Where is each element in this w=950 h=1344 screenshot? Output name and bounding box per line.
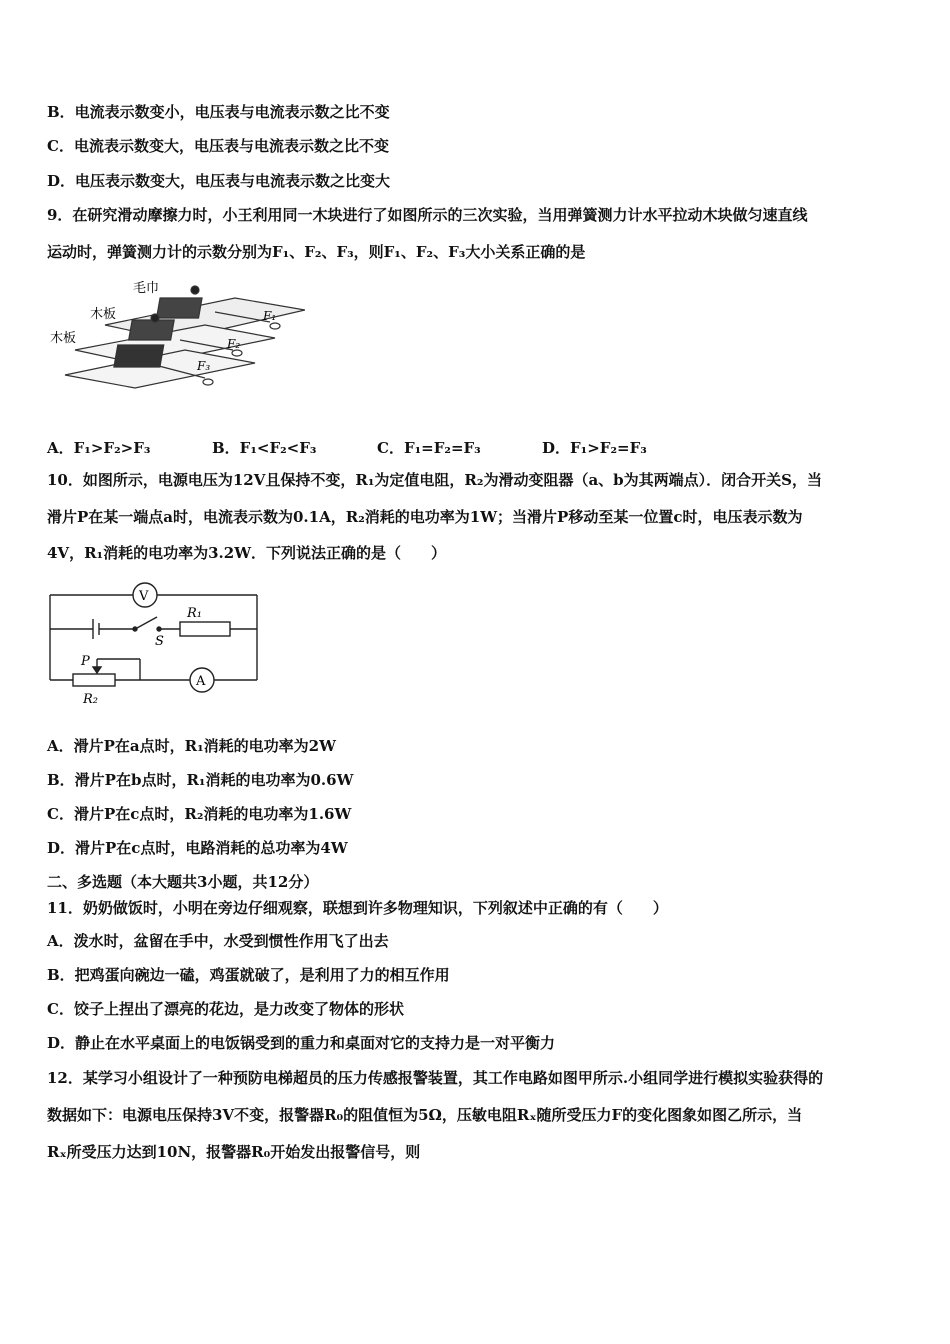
q12-stem-line1: 12．某学习小组设计了一种预防电梯超员的压力传感报警装置，其工作电路如图甲所示.小组同学进行模拟实验获得的 bbox=[47, 1069, 824, 1087]
q11-option-d: D．静止在水平桌面上的电饭锅受到的重力和桌面对它的支持力是一对平衡力 bbox=[47, 1034, 556, 1052]
ammeter-label: A bbox=[196, 674, 206, 689]
q11-option-b: B．把鸡蛋向碗边一磕，鸡蛋就破了，是利用了力的相互作用 bbox=[47, 966, 450, 984]
q8-option-c: C．电流表示数变大，电压表与电流表示数之比不变 bbox=[47, 137, 389, 155]
label-f3: F₃ bbox=[197, 359, 211, 373]
q9-option-b: B．F₁<F₂<F₃ bbox=[212, 439, 317, 457]
voltmeter-label: V bbox=[139, 589, 149, 604]
q8-option-b: B．电流表示数变小，电压表与电流表示数之比不变 bbox=[47, 103, 390, 121]
q10-option-b: B．滑片P在b点时，R₁消耗的电功率为0.6W bbox=[47, 771, 354, 789]
q10-option-d: D．滑片P在c点时，电路消耗的总功率为4W bbox=[47, 839, 348, 857]
q11-option-a: A．泼水时，盆留在手中，水受到惯性作用飞了出去 bbox=[47, 932, 389, 950]
q9-stem-line2: 运动时，弹簧测力计的示数分别为F₁、F₂、F₃，则F₁、F₂、F₃大小关系正确的是 bbox=[47, 243, 586, 261]
label-f2: F₂ bbox=[227, 337, 241, 351]
q10-stem-line1: 10．如图所示，电源电压为12V且保持不变，R₁为定值电阻，R₂为滑动变阻器（a、b为其两端点）．闭合开关S，当 bbox=[47, 471, 823, 489]
label-f1: F₁ bbox=[263, 309, 277, 323]
label-board-2: 木板 bbox=[50, 331, 77, 346]
label-towel: 毛巾 bbox=[133, 281, 160, 296]
slider-label: P bbox=[81, 654, 90, 669]
q10-stem-line2: 滑片P在某一端点a时，电流表示数为0.1A，R₂消耗的电功率为1W；当滑片P移动至某一位置c时，电压表示数为 bbox=[47, 508, 803, 526]
q12-stem-line2: 数据如下：电源电压保持3V不变，报警器R₀的阻值恒为5Ω，压敏电阻Rₓ随所受压力F的变化图象如图乙所示，当 bbox=[47, 1106, 803, 1124]
q8-option-d: D．电压表示数变大，电压表与电流表示数之比变大 bbox=[47, 172, 391, 190]
q11-option-c: C．饺子上捏出了漂亮的花边，是力改变了物体的形状 bbox=[47, 1000, 404, 1018]
r2-label: R₂ bbox=[83, 692, 98, 707]
r1-label: R₁ bbox=[187, 606, 202, 621]
section-heading: 二、多选题（本大题共3小题，共12分） bbox=[47, 873, 319, 891]
q10-option-c: C．滑片P在c点时，R₂消耗的电功率为1.6W bbox=[47, 805, 352, 823]
switch-label: S bbox=[155, 634, 164, 649]
q9-option-c: C．F₁=F₂=F₃ bbox=[377, 439, 481, 457]
q10-stem-line3: 4V，R₁消耗的电功率为3.2W．下列说法正确的是（ ） bbox=[47, 544, 447, 562]
q9-option-a: A．F₁>F₂>F₃ bbox=[47, 439, 151, 457]
q11-stem: 11．奶奶做饭时，小明在旁边仔细观察，联想到许多物理知识，下列叙述中正确的有（ ） bbox=[47, 899, 668, 917]
friction-experiment-figure bbox=[45, 270, 305, 420]
label-board-1: 木板 bbox=[90, 307, 117, 322]
circuit-diagram bbox=[45, 575, 265, 715]
q10-option-a: A．滑片P在a点时，R₁消耗的电功率为2W bbox=[47, 737, 336, 755]
q12-stem-line3: Rₓ所受压力达到10N，报警器R₀开始发出报警信号，则 bbox=[47, 1143, 421, 1161]
q9-option-d: D．F₁>F₂=F₃ bbox=[542, 439, 647, 457]
q9-options bbox=[47, 437, 747, 457]
q9-stem-line1: 9．在研究滑动摩擦力时，小王利用同一木块进行了如图所示的三次实验，当用弹簧测力计水平拉动木块做匀速直线 bbox=[47, 206, 808, 224]
